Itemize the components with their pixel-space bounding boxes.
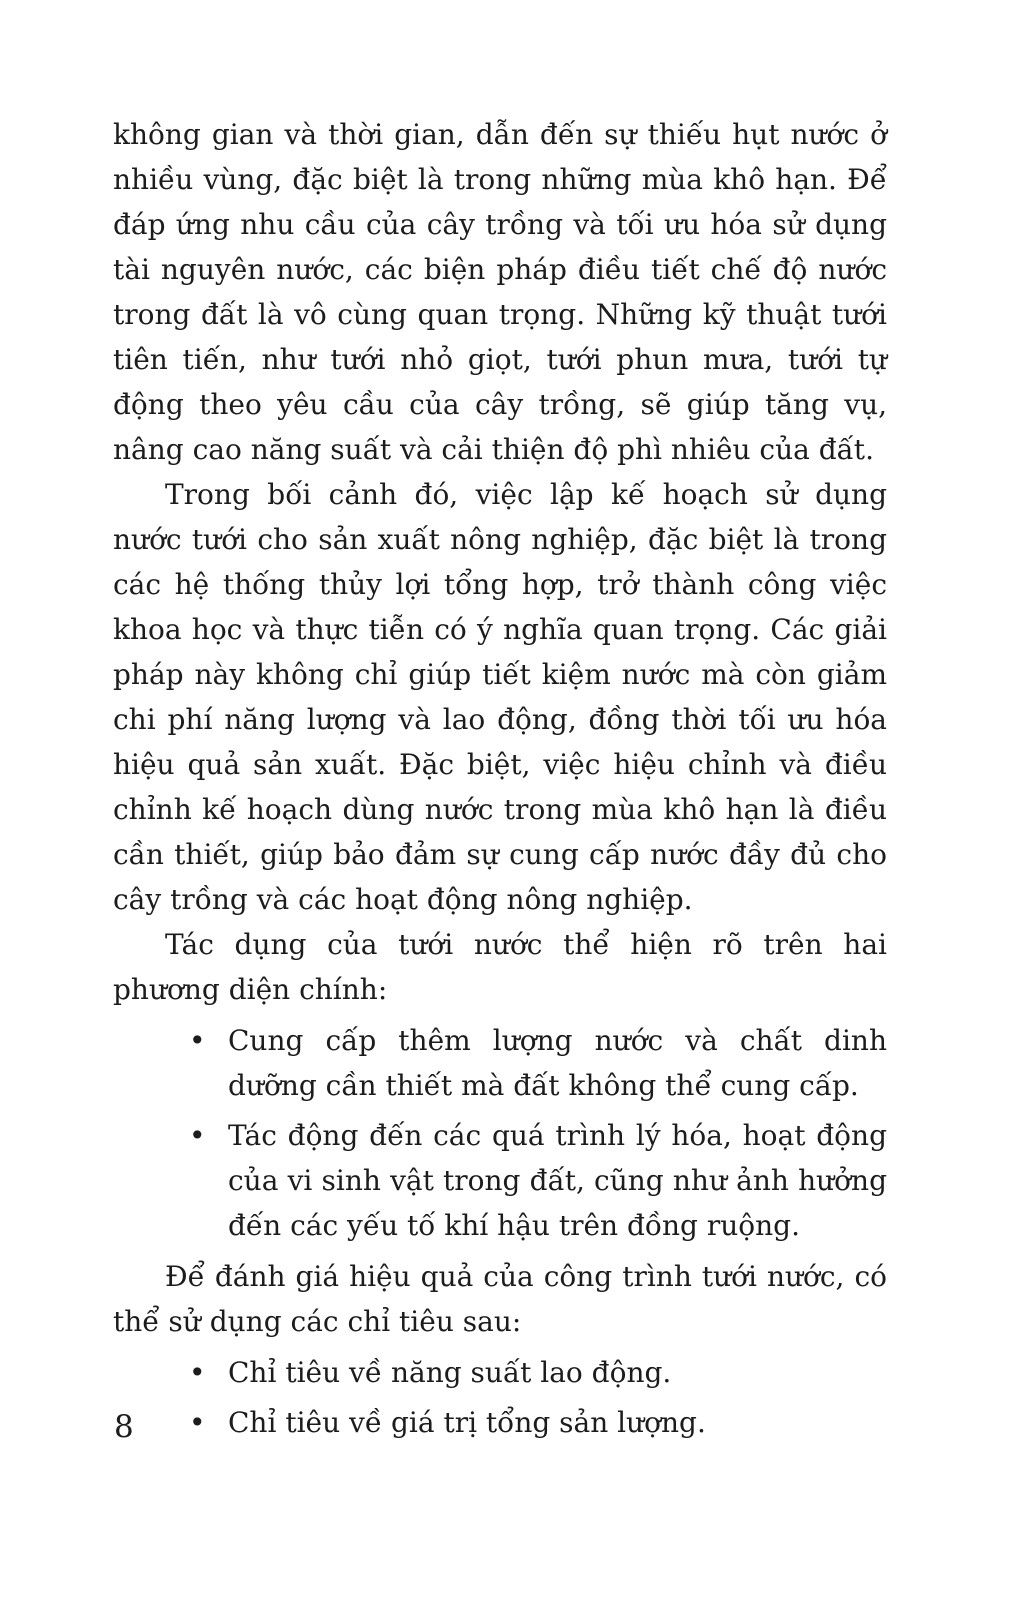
- effects-list: [113, 1018, 887, 1248]
- page-body: [113, 112, 887, 1451]
- list-item-text: Chỉ tiêu về năng suất lao động.: [228, 1356, 672, 1389]
- paragraph-irrigation-techniques: không gian và thời gian, dẫn đến sự thiếu hụt nước ở nhiều vùng, đặc biệt là trong những mùa khô hạn. Để đáp ứng nhu cầu của cây trồng và tối ưu hóa sử dụng tài nguyên nước, các biện pháp điều tiết chế độ nước trong đất là vô cùng quan trọng. Những kỹ thuật tưới tiên tiến, như tưới nhỏ giọt, tưới phun mưa, tưới tự động theo yêu cầu của cây trồng, sẽ giúp tăng vụ, nâng cao năng suất và cải thiện độ phì nhiêu của đất.: [113, 118, 887, 466]
- bullet-icon: •: [189, 1119, 206, 1152]
- criteria-list: [113, 1350, 887, 1445]
- paragraph-effects-intro: Tác dụng của tưới nước thể hiện rõ trên hai phương diện chính:: [113, 928, 887, 1006]
- bullet-icon: •: [189, 1406, 206, 1439]
- paragraph-water-planning: Trong bối cảnh đó, việc lập kế hoạch sử dụng nước tưới cho sản xuất nông nghiệp, đặc biệt là trong các hệ thống thủy lợi tổng hợp, trở thành công việc khoa học và thực tiễn có ý nghĩa quan trọng. Các giải pháp này không chỉ giúp tiết kiệm nước mà còn giảm chi phí năng lượng và lao động, đồng thời tối ưu hóa hiệu quả sản xuất. Đặc biệt, việc hiệu chỉnh và điều chỉnh kế hoạch dùng nước trong mùa khô hạn là điều cần thiết, giúp bảo đảm sự cung cấp nước đầy đủ cho cây trồng và các hoạt động nông nghiệp.: [113, 478, 887, 916]
- list-item: [113, 1350, 887, 1395]
- list-item-text: Chỉ tiêu về giá trị tổng sản lượng.: [228, 1406, 706, 1439]
- list-item-text: Tác động đến các quá trình lý hóa, hoạt động của vi sinh vật trong đất, cũng như ảnh hưởng đến các yếu tố khí hậu trên đồng ruộng.: [228, 1119, 887, 1242]
- bullet-icon: •: [189, 1356, 206, 1389]
- page-number: 8: [114, 1409, 134, 1445]
- bullet-icon: •: [189, 1024, 206, 1057]
- list-item: [113, 1113, 887, 1248]
- list-item: [113, 1018, 887, 1108]
- list-item: [113, 1400, 887, 1445]
- list-item-text: Cung cấp thêm lượng nước và chất dinh dưỡng cần thiết mà đất không thể cung cấp.: [228, 1024, 887, 1102]
- paragraph-criteria-intro: Để đánh giá hiệu quả của công trình tưới nước, có thể sử dụng các chỉ tiêu sau:: [113, 1260, 887, 1338]
